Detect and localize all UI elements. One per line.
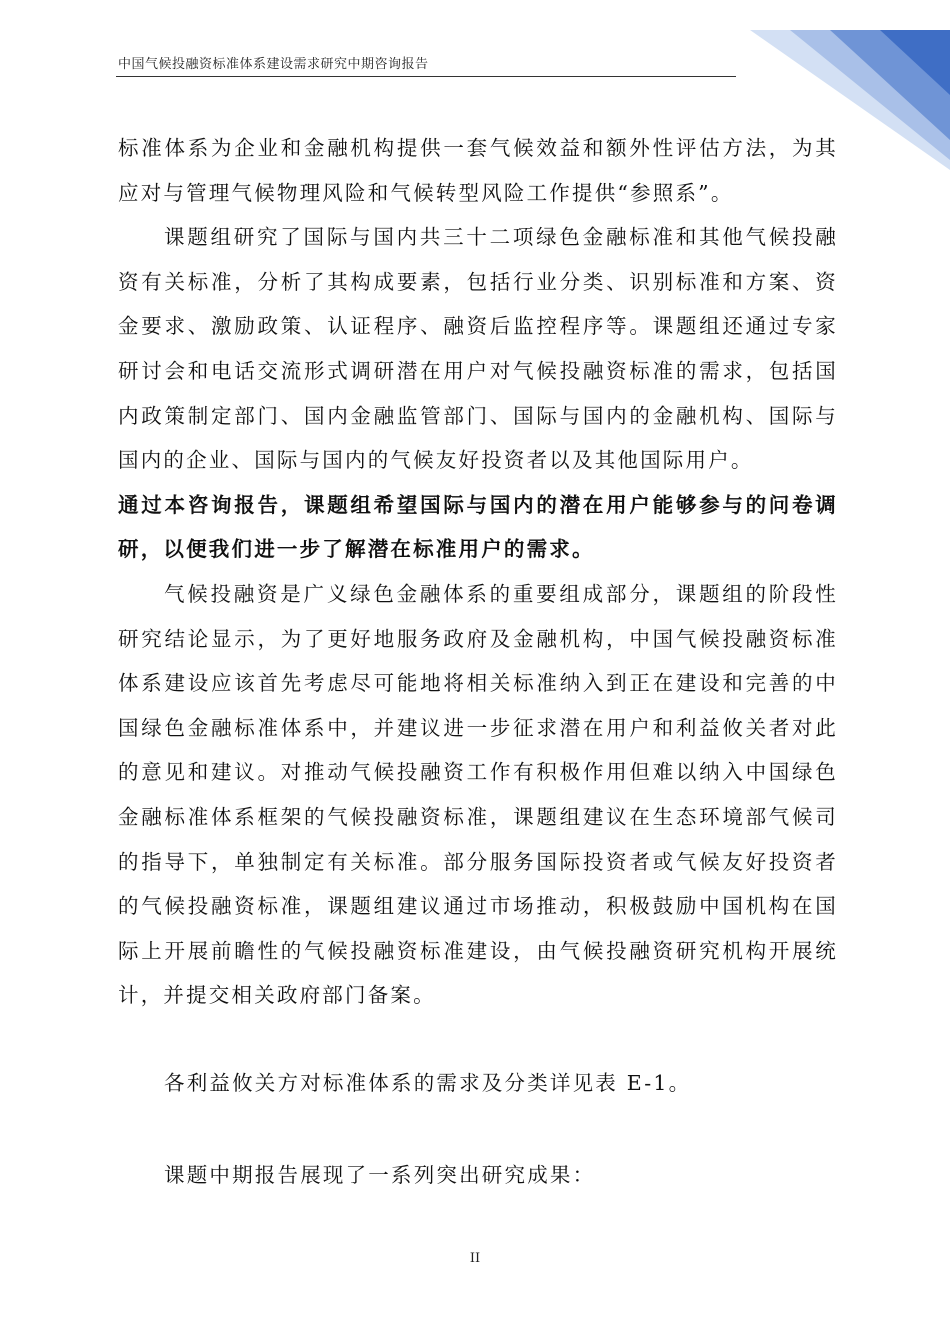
paragraph-survey-invitation: 通过本咨询报告，课题组希望国际与国内的潜在用户能够参与的问卷调研，以便我们进一步了解潜在标准用户的需求。 [118,492,838,562]
paragraph-table-reference: 各利益攸关方对标准体系的需求及分类详见表 E-1。 [164,1071,692,1095]
paragraph-conclusions: 气候投融资是广义绿色金融体系的重要组成部分，课题组的阶段性研究结论显示，为了更好地服务政府及金融机构，中国气候投融资标准体系建设应该首先考虑尽可能地将相关标准纳入到正在建设和完善的中国绿色金融标准体系中，并建议进一步征求潜在用户和利益攸关者对此的意见和建议。对推动气候投融资工作有积极作用但难以纳入中国绿色金融标准体系框架的气候投融资标准，课题组建议在生态环境部气候司的指导下，单独制定有关标准。部分服务国际投资者或气候友好投资者的气候投融资标准，课题组建议通过市场推动，积极鼓励中国机构在国际上开展前瞻性的气候投融资标准建设，由气候投融资研究机构开展统计，并提交相关政府部门备案。 [118,581,838,1008]
header-divider [116,76,736,77]
paragraph-research-scope: 课题组研究了国际与国内共三十二项绿色金融标准和其他气候投融资有关标准，分析了其构成要素，包括行业分类、识别标准和方案、资金要求、激励政策、认证程序、融资后监控程序等。课题组还通过专家研讨会和电话交流形式调研潜在用户对气候投融资标准的需求，包括国内政策制定部门、国内金融监管部门、国际与国内的金融机构、国际与国内的企业、国际与国内的气候友好投资者以及其他国际用户。 [118,225,838,473]
paragraph-continuation: 标准体系为企业和金融机构提供一套气候效益和额外性评估方法，为其应对与管理气候物理风险和气候转型风险工作提供“参照系”。 [118,136,838,205]
body-text [118,126,838,1018]
running-header-title: 中国气候投融资标准体系建设需求研究中期咨询报告 [118,57,429,72]
page-number: II [469,1251,481,1266]
paragraph-results-intro: 课题中期报告展现了一系列突出研究成果： [164,1163,596,1187]
